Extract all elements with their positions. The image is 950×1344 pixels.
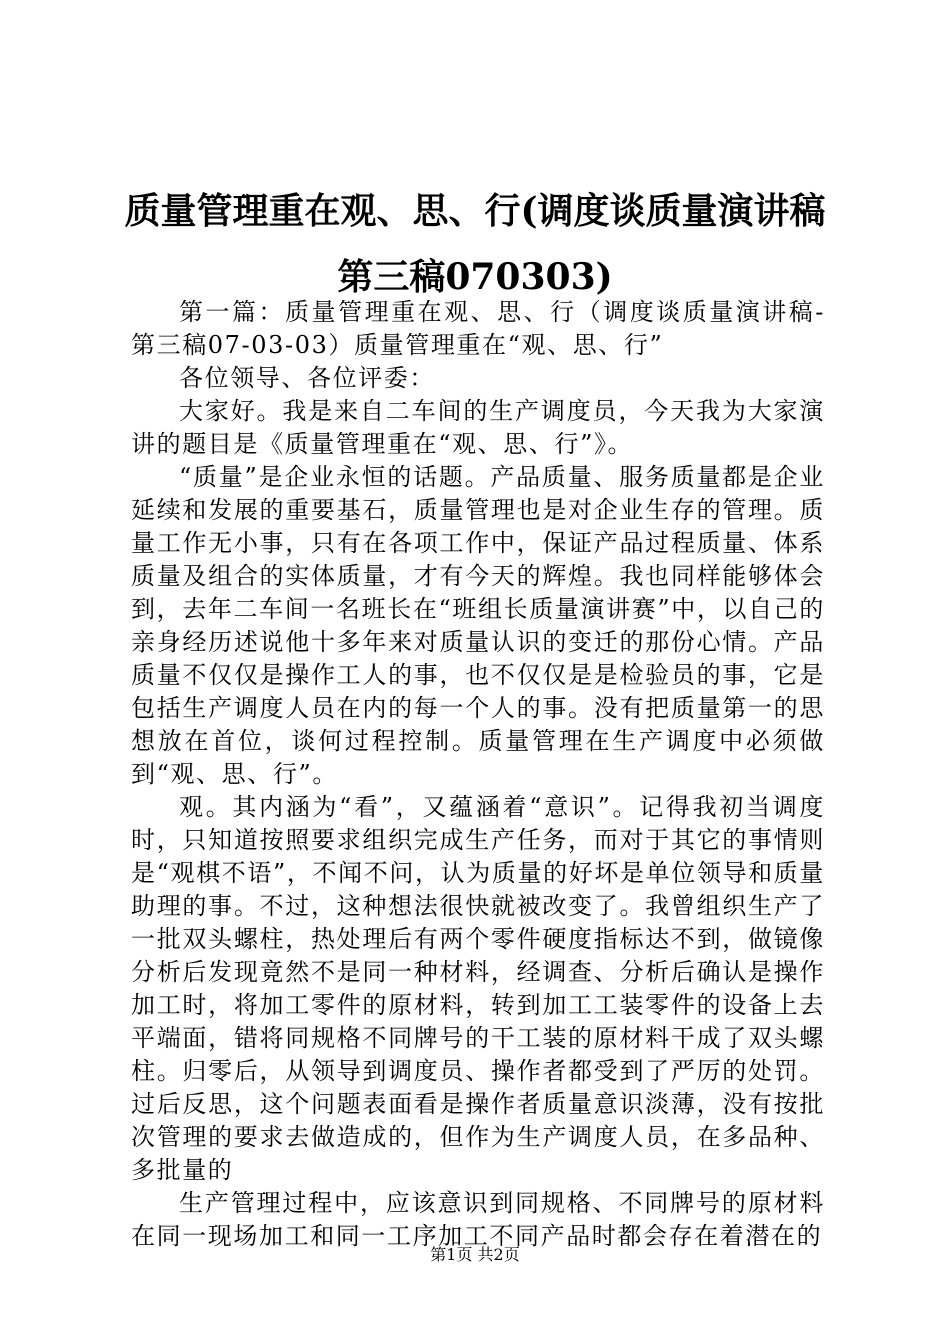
title-line-1: 质量管理重在观、思、行(调度谈质量演讲稿 bbox=[124, 190, 826, 232]
page-footer: 第1页 共2页 bbox=[430, 1245, 520, 1264]
paragraph-salutation: 各位领导、各位评委： bbox=[179, 364, 435, 392]
paragraph-continued: 生产管理过程中，应该意识到同规格、不同牌号的原材料在同一现场加工和同一工序加工不同产品时都会存在着潜在的 bbox=[131, 1189, 825, 1250]
paragraph-observe: 观。其内涵为“看”，又蕴涵着“意识”。记得我初当调度时，只知道按照要求组织完成生产任务，而对于其它的事情则是“观棋不语”，不闻不问，认为质量的好坏是单位领导和质量助理的事。不过，这种想法很快就被改变了。我曾组织生产了一批双头螺柱，热处理后有两个零件硬度指标达不到，做镜像分析后发现竟然不是同一种材料，经调查、分析后确认是操作加工时，将加工零件的原材料，转到加工工装零件的设备上去平端面，错将同规格不同牌号的干工装的原材料干成了双头螺柱。归零后，从领导到调度员、操作者都受到了严厉的处罚。过后反思，这个问题表面看是操作者质量意识淡薄，没有按批次管理的要求去做造成的，但作为生产调度人员，在多品种、多批量的 bbox=[131, 793, 825, 1184]
paragraph-heading: 第一篇：质量管理重在观、思、行（调度谈质量演讲稿-第三稿07-03-03）质量管理重在“观、思、行” bbox=[131, 298, 825, 359]
title-line-2: 第三稿070303) bbox=[337, 256, 613, 298]
paragraph-quality: “质量”是企业永恒的话题。产品质量、服务质量都是企业延续和发展的重要基石，质量管理也是对企业生存的管理。质量工作无小事，只有在各项工作中，保证产品过程质量、体系质量及组合的实体质量，才有今天的辉煌。我也同样能够体会到，去年二车间一名班长在“班组长质量演讲赛”中，以自己的亲身经历述说他十多年来对质量认识的变迁的那份心情。产品质量不仅仅是操作工人的事，也不仅仅是是检验员的事，它是包括生产调度人员在内的每一个人的事。没有把质量第一的思想放在首位，谈何过程控制。质量管理在生产调度中必须做到“观、思、行”。 bbox=[131, 463, 825, 788]
document-title bbox=[100, 178, 850, 310]
document-body bbox=[131, 296, 825, 1253]
paragraph-greeting: 大家好。我是来自二车间的生产调度员，今天我为大家演讲的题目是《质量管理重在“观、思、行”》。 bbox=[131, 397, 825, 458]
